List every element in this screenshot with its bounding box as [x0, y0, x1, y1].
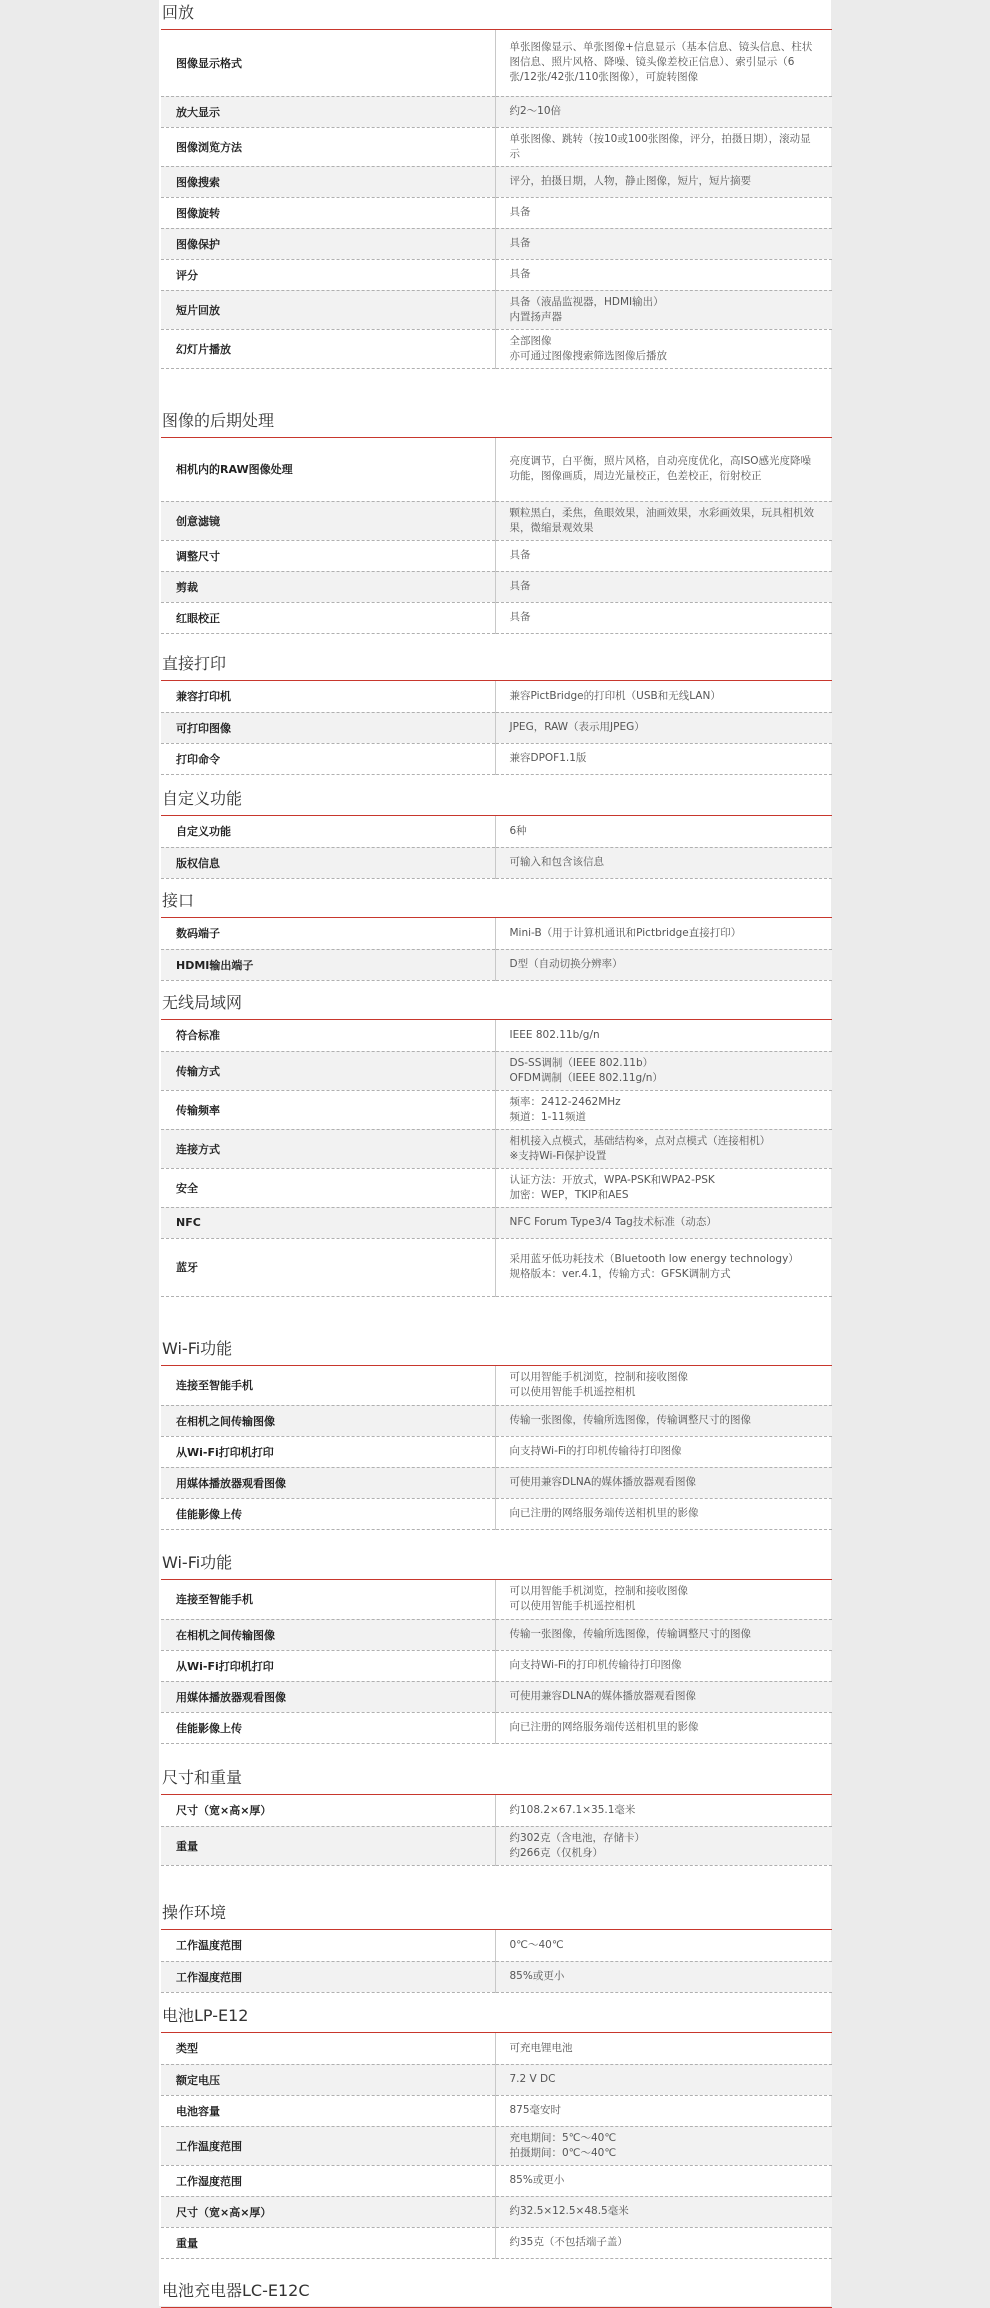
spec-label: 额定电压: [161, 2064, 495, 2095]
spec-label: 幻灯片播放: [161, 329, 495, 368]
spec-label: 放大显示: [161, 96, 495, 127]
spec-label: 剪裁: [161, 571, 495, 602]
spec-value: 全部图像 亦可通过图像搜索筛选图像后播放: [495, 329, 832, 368]
spec-row: [161, 681, 832, 712]
spec-row: [161, 1961, 832, 1992]
spec-label: 兼容打印机: [161, 681, 495, 712]
spec-value: 具备: [495, 197, 832, 228]
spec-value: 具备: [495, 259, 832, 290]
spec-section: [161, 888, 832, 981]
spec-table: [161, 1580, 832, 1744]
spec-label: 用媒体播放器观看图像: [161, 1467, 495, 1498]
spec-table: [161, 30, 832, 369]
spec-value: DS-SS调制（IEEE 802.11b） OFDM调制（IEEE 802.11g/n）: [495, 1051, 832, 1090]
spec-label: 传输方式: [161, 1051, 495, 1090]
spec-row: [161, 259, 832, 290]
section-title: 无线局域网: [161, 990, 832, 1020]
section-title: 直接打印: [161, 651, 832, 681]
spec-value: 采用蓝牙低功耗技术（Bluetooth low energy technology） 规格版本：ver.4.1，传输方式：GFSK调制方式: [495, 1238, 832, 1296]
spec-label: 工作湿度范围: [161, 1961, 495, 1992]
spec-value: 875毫安时: [495, 2095, 832, 2126]
spec-row: [161, 1129, 832, 1168]
spec-row: [161, 1436, 832, 1467]
spec-row: [161, 1051, 832, 1090]
spec-section: [161, 1336, 832, 1530]
spec-row: [161, 1681, 832, 1712]
spec-value: 具备: [495, 540, 832, 571]
spec-row: [161, 2033, 832, 2064]
spec-section: [161, 2003, 832, 2259]
spec-row: [161, 1619, 832, 1650]
spec-label: 重量: [161, 1826, 495, 1865]
spec-value: JPEG，RAW（表示用JPEG）: [495, 712, 832, 743]
spec-value: 单张图像显示、单张图像+信息显示（基本信息、镜头信息、柱状图信息、照片风格、降噪、镜头像差校正信息）、索引显示（6张/12张/42张/110张图像），可旋转图像: [495, 30, 832, 96]
spec-row: [161, 816, 832, 847]
spec-row: [161, 1405, 832, 1436]
spec-row: [161, 290, 832, 329]
section-title: 图像的后期处理: [161, 408, 832, 438]
spec-value: 约32.5×12.5×48.5毫米: [495, 2196, 832, 2227]
spec-row: [161, 712, 832, 743]
spec-value: 向已注册的网络服务端传送相机里的影像: [495, 1712, 832, 1743]
section-title: 尺寸和重量: [161, 1765, 832, 1795]
spec-value: 约2～10倍: [495, 96, 832, 127]
spec-section: [161, 990, 832, 1297]
spec-row: [161, 228, 832, 259]
spec-row: [161, 571, 832, 602]
spec-table: [161, 681, 832, 775]
spec-value: Mini-B（用于计算机通讯和Pictbridge直接打印）: [495, 918, 832, 949]
spec-label: 从Wi-Fi打印机打印: [161, 1650, 495, 1681]
spec-row: [161, 2064, 832, 2095]
spec-label: 调整尺寸: [161, 540, 495, 571]
spec-section: [161, 0, 832, 369]
spec-row: [161, 602, 832, 633]
spec-row: [161, 166, 832, 197]
spec-label: 工作温度范围: [161, 2126, 495, 2165]
spec-row: [161, 1580, 832, 1619]
spec-label: 短片回放: [161, 290, 495, 329]
spec-value: 约35克（不包括端子盖）: [495, 2227, 832, 2258]
spec-row: [161, 918, 832, 949]
spec-value: 相机接入点模式，基础结构※，点对点模式（连接相机） ※支持Wi-Fi保护设置: [495, 1129, 832, 1168]
spec-table: [161, 816, 832, 879]
spec-value: 认证方法：开放式，WPA-PSK和WPA2-PSK 加密：WEP，TKIP和AES: [495, 1168, 832, 1207]
spec-label: 安全: [161, 1168, 495, 1207]
spec-label: 佳能影像上传: [161, 1712, 495, 1743]
spec-label: 重量: [161, 2227, 495, 2258]
spec-label: 蓝牙: [161, 1238, 495, 1296]
spec-row: [161, 1498, 832, 1529]
spec-value: D型（自动切换分辨率）: [495, 949, 832, 980]
spec-label: 连接至智能手机: [161, 1580, 495, 1619]
spec-label: 图像浏览方法: [161, 127, 495, 166]
spec-value: 传输一张图像，传输所选图像，传输调整尺寸的图像: [495, 1619, 832, 1650]
spec-label: 在相机之间传输图像: [161, 1405, 495, 1436]
spec-value: 向已注册的网络服务端传送相机里的影像: [495, 1498, 832, 1529]
spec-value: 评分，拍摄日期，人物，静止图像，短片，短片摘要: [495, 166, 832, 197]
spec-label: 评分: [161, 259, 495, 290]
spec-label: 传输频率: [161, 1090, 495, 1129]
spec-value: 可以用智能手机浏览，控制和接收图像 可以使用智能手机遥控相机: [495, 1580, 832, 1619]
spec-value: 频率：2412-2462MHz 频道：1-11频道: [495, 1090, 832, 1129]
spec-value: 兼容DPOF1.1版: [495, 743, 832, 774]
spec-label: 用媒体播放器观看图像: [161, 1681, 495, 1712]
spec-section: [161, 651, 832, 775]
section-title: Wi-Fi功能: [161, 1550, 832, 1580]
spec-label: 图像旋转: [161, 197, 495, 228]
spec-value: 7.2 V DC: [495, 2064, 832, 2095]
spec-label: 相机内的RAW图像处理: [161, 438, 495, 501]
section-title: 电池LP-E12: [161, 2003, 832, 2033]
spec-row: [161, 1366, 832, 1405]
spec-label: 类型: [161, 2033, 495, 2064]
spec-row: [161, 329, 832, 368]
section-title: 电池充电器LC-E12C: [161, 2278, 832, 2308]
spec-label: 红眼校正: [161, 602, 495, 633]
spec-table: [161, 1020, 832, 1297]
spec-section: [161, 786, 832, 879]
spec-value: 充电期间：5℃～40℃ 拍摄期间：0℃～40℃: [495, 2126, 832, 2165]
section-title: 接口: [161, 888, 832, 918]
spec-row: [161, 1168, 832, 1207]
spec-row: [161, 127, 832, 166]
spec-value: 85%或更小: [495, 2165, 832, 2196]
spec-label: 尺寸（宽×高×厚）: [161, 2196, 495, 2227]
spec-label: 图像保护: [161, 228, 495, 259]
spec-value: 可充电锂电池: [495, 2033, 832, 2064]
spec-label: 从Wi-Fi打印机打印: [161, 1436, 495, 1467]
spec-label: 电池容量: [161, 2095, 495, 2126]
spec-table: [161, 918, 832, 981]
spec-table: [161, 1795, 832, 1866]
spec-row: [161, 501, 832, 540]
spec-label: 图像显示格式: [161, 30, 495, 96]
spec-value: 兼容PictBridge的打印机（USB和无线LAN）: [495, 681, 832, 712]
spec-row: [161, 1826, 832, 1865]
spec-label: 连接方式: [161, 1129, 495, 1168]
spec-label: 符合标准: [161, 1020, 495, 1051]
spec-section: [161, 1765, 832, 1866]
spec-value: IEEE 802.11b/g/n: [495, 1020, 832, 1051]
spec-value: 具备（液晶监视器，HDMI输出） 内置扬声器: [495, 290, 832, 329]
spec-row: [161, 438, 832, 501]
section-title: 操作环境: [161, 1900, 832, 1930]
spec-section: [161, 2278, 832, 2308]
spec-row: [161, 1650, 832, 1681]
spec-row: [161, 1795, 832, 1826]
spec-table: [161, 438, 832, 634]
spec-value: 颗粒黑白，柔焦，鱼眼效果，油画效果，水彩画效果，玩具相机效果，微缩景观效果: [495, 501, 832, 540]
spec-label: 打印命令: [161, 743, 495, 774]
spec-row: [161, 2196, 832, 2227]
spec-label: 工作湿度范围: [161, 2165, 495, 2196]
spec-row: [161, 949, 832, 980]
spec-value: 约302克（含电池，存储卡） 约266克（仅机身）: [495, 1826, 832, 1865]
spec-table: [161, 1366, 832, 1530]
spec-label: 在相机之间传输图像: [161, 1619, 495, 1650]
page-panel: [159, 0, 831, 2306]
section-title: Wi-Fi功能: [161, 1336, 832, 1366]
spec-label: 可打印图像: [161, 712, 495, 743]
spec-section: [161, 408, 832, 634]
spec-value: 具备: [495, 602, 832, 633]
spec-label: NFC: [161, 1207, 495, 1238]
spec-label: 数码端子: [161, 918, 495, 949]
spec-value: 85%或更小: [495, 1961, 832, 1992]
spec-label: 尺寸（宽×高×厚）: [161, 1795, 495, 1826]
spec-value: 可以用智能手机浏览，控制和接收图像 可以使用智能手机遥控相机: [495, 1366, 832, 1405]
spec-table: [161, 2033, 832, 2259]
spec-label: 创意滤镜: [161, 501, 495, 540]
spec-row: [161, 1238, 832, 1296]
spec-row: [161, 2227, 832, 2258]
spec-value: 具备: [495, 571, 832, 602]
spec-value: 约108.2×67.1×35.1毫米: [495, 1795, 832, 1826]
spec-row: [161, 96, 832, 127]
section-title: 回放: [161, 0, 832, 30]
spec-label: 图像搜索: [161, 166, 495, 197]
spec-row: [161, 540, 832, 571]
spec-row: [161, 1712, 832, 1743]
spec-value: 向支持Wi-Fi的打印机传输待打印图像: [495, 1436, 832, 1467]
spec-row: [161, 743, 832, 774]
spec-value: 6种: [495, 816, 832, 847]
spec-value: 0℃～40℃: [495, 1930, 832, 1961]
spec-row: [161, 1020, 832, 1051]
spec-value: 可输入和包含该信息: [495, 847, 832, 878]
spec-value: 可使用兼容DLNA的媒体播放器观看图像: [495, 1467, 832, 1498]
spec-row: [161, 1467, 832, 1498]
spec-row: [161, 1930, 832, 1961]
spec-row: [161, 2165, 832, 2196]
spec-value: 具备: [495, 228, 832, 259]
spec-label: 自定义功能: [161, 816, 495, 847]
spec-value: 可使用兼容DLNA的媒体播放器观看图像: [495, 1681, 832, 1712]
spec-label: 工作温度范围: [161, 1930, 495, 1961]
spec-row: [161, 1207, 832, 1238]
spec-row: [161, 2095, 832, 2126]
spec-row: [161, 1090, 832, 1129]
spec-label: 连接至智能手机: [161, 1366, 495, 1405]
spec-table: [161, 1930, 832, 1993]
spec-section: [161, 1550, 832, 1744]
spec-label: HDMI输出端子: [161, 949, 495, 980]
spec-row: [161, 847, 832, 878]
spec-value: 亮度调节，白平衡，照片风格，自动亮度优化，高ISO感光度降噪功能，图像画质，周边光量校正，色差校正，衍射校正: [495, 438, 832, 501]
spec-label: 版权信息: [161, 847, 495, 878]
spec-value: NFC Forum Type3/4 Tag技术标准（动态）: [495, 1207, 832, 1238]
spec-value: 传输一张图像，传输所选图像，传输调整尺寸的图像: [495, 1405, 832, 1436]
section-title: 自定义功能: [161, 786, 832, 816]
spec-value: 向支持Wi-Fi的打印机传输待打印图像: [495, 1650, 832, 1681]
spec-row: [161, 2126, 832, 2165]
spec-row: [161, 197, 832, 228]
spec-value: 单张图像、跳转（按10或100张图像，评分，拍摄日期），滚动显示: [495, 127, 832, 166]
spec-section: [161, 1900, 832, 1993]
spec-row: [161, 30, 832, 96]
spec-label: 佳能影像上传: [161, 1498, 495, 1529]
